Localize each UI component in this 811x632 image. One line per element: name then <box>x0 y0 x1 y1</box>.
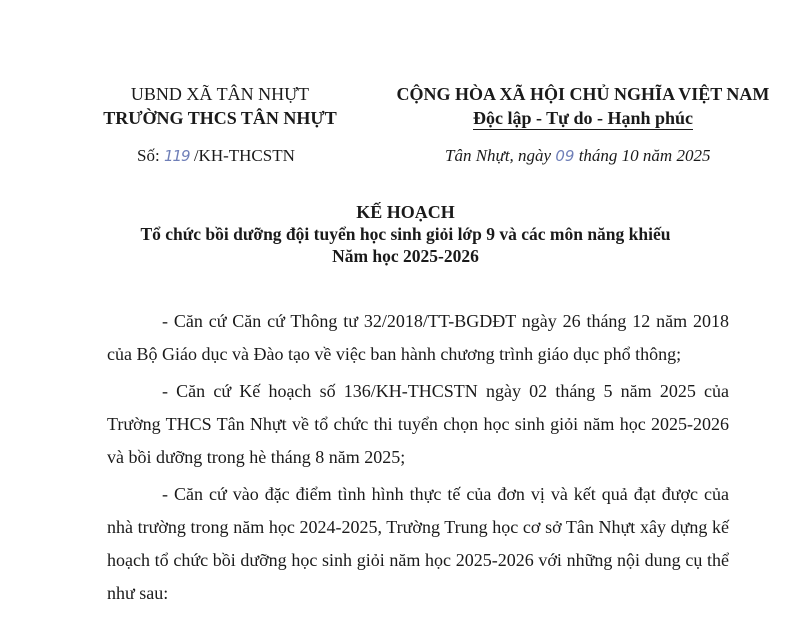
paragraph-legal-basis-2: - Căn cứ Kế hoạch số 136/KH-THCSTN ngày 02 tháng 5 năm 2025 của Trường THCS Tân Nhựt về tổ chức thi tuyển chọn học sinh giỏi năm học 2025-2026 và bồi dưỡng trong hè tháng 8 năm 2025; <box>107 381 729 467</box>
document-body <box>107 305 729 614</box>
date-rest: tháng 10 năm 2025 <box>574 146 711 165</box>
date-place-prefix: Tân Nhựt, ngày <box>445 146 556 165</box>
handwritten-number: 119 <box>163 147 190 165</box>
issuing-authority-header <box>100 82 340 130</box>
paragraph-legal-basis-1: - Căn cứ Căn cứ Thông tư 32/2018/TT-BGDĐT ngày 26 tháng 12 năm 2018 của Bộ Giáo dục và Đào tạo về việc ban hành chương trình giáo dục phổ thông; <box>107 311 729 364</box>
national-header <box>388 82 778 130</box>
number-code: /KH-THCSTN <box>193 146 295 165</box>
number-prefix: Số: <box>137 146 160 165</box>
handwritten-day: 09 <box>555 147 575 165</box>
authority-name: UBND XÃ TÂN NHỰT <box>130 84 310 104</box>
document-subject: Tổ chức bồi dưỡng đội tuyển học sinh giỏi lớp 9 và các môn năng khiếu <box>140 224 671 244</box>
nation-name: CỘNG HÒA XÃ HỘI CHỦ NGHĨA VIỆT NAM <box>396 84 770 104</box>
document-date <box>445 145 710 167</box>
document-type-title: KẾ HOẠCH <box>356 202 455 222</box>
national-motto: Độc lập - Tự do - Hạnh phúc <box>472 108 694 128</box>
document-number <box>137 145 295 167</box>
school-year: Năm học 2025-2026 <box>332 246 479 266</box>
paragraph-legal-basis-3: - Căn cứ vào đặc điểm tình hình thực tế của đơn vị và kết quả đạt được của nhà trường trong năm học 2024-2025, Trường Trung học cơ sở Tân Nhựt xây dựng kế hoạch tổ chức bồi dưỡng học sinh giỏi năm học 2025-2026 với những nội dung cụ thể như sau: <box>107 484 729 603</box>
school-name: TRƯỜNG THCS TÂN NHỰT <box>103 108 337 128</box>
document-title-block <box>0 201 811 267</box>
